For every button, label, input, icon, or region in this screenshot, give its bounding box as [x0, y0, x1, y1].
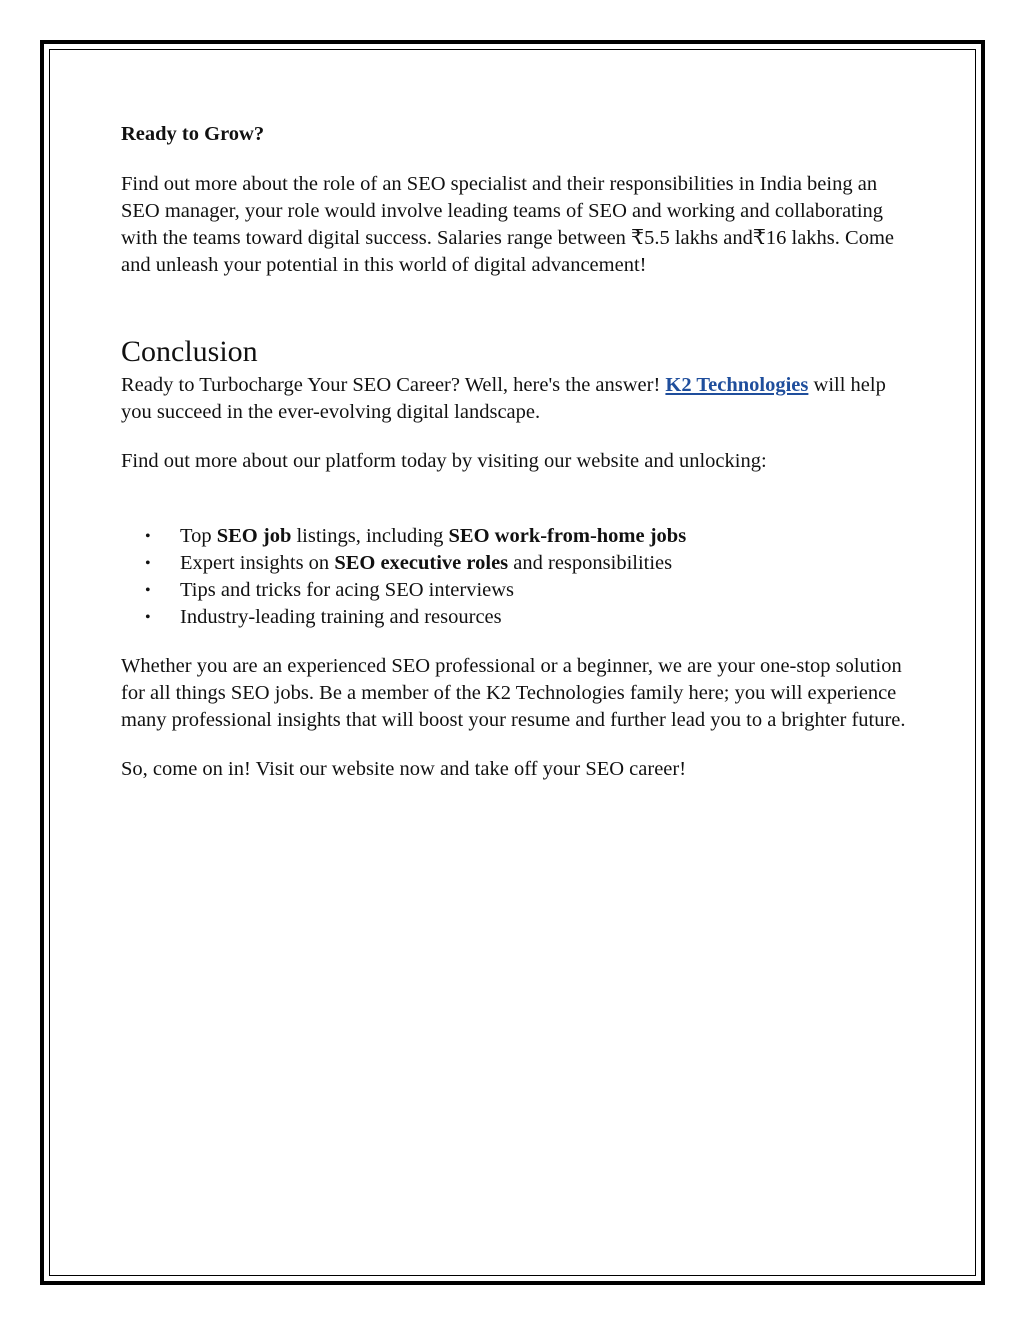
list-item: [121, 523, 911, 550]
conclusion-intro: [121, 372, 911, 426]
list-item: [121, 577, 911, 604]
list-item-text: Expert insights on: [180, 552, 335, 574]
final-paragraph: So, come on in! Visit our website now and take off your SEO career!: [121, 758, 687, 780]
list-item-bold: SEO work-from-home jobs: [448, 525, 687, 547]
list-item-text: Tips and tricks for acing SEO interviews: [180, 579, 515, 601]
ready-to-grow-paragraph: Find out more about the role of an SEO specialist and their responsibilities in India being an SEO manager, your role would involve leading teams of SEO and working and collaborating with the teams toward digital success. Salaries range between ₹5.5 lakhs and₹16 lakhs. Come and unleash your potential in this world of digital advancement!: [121, 173, 895, 276]
bullet-icon: •: [145, 609, 151, 626]
list-item-bold: SEO job: [216, 525, 292, 547]
bullet-icon: •: [145, 582, 151, 599]
benefits-list: [121, 523, 911, 631]
bullet-icon: •: [145, 555, 151, 572]
platform-paragraph: Find out more about our platform today by visiting our website and unlocking:: [121, 450, 767, 472]
intro-text-before-link: Ready to Turbocharge Your SEO Career? Well, here's the answer!: [121, 374, 666, 396]
subheading-ready-to-grow: Ready to Grow?: [121, 123, 265, 145]
bullet-icon: •: [145, 528, 151, 545]
conclusion-heading: Conclusion: [121, 335, 258, 368]
list-item-bold: SEO executive roles: [334, 552, 509, 574]
list-item-text: Industry-leading training and resources: [180, 606, 502, 628]
closing-paragraph: Whether you are an experienced SEO professional or a beginner, we are your one-stop solution for all things SEO jobs. Be a member of the K2 Technologies family here; you will experience many professional insights that will boost your resume and further lead you to a brighter future.: [121, 655, 906, 731]
intro-text-after-link: will help you succeed in the ever-evolving digital landscape.: [121, 374, 886, 423]
list-item: [121, 550, 911, 577]
document-body: [121, 121, 911, 805]
list-item-text: Top: [180, 525, 217, 547]
spacer: [121, 497, 911, 523]
list-item: [121, 604, 911, 631]
list-item-text: listings, including: [291, 525, 449, 547]
list-item-text: and responsibilities: [508, 552, 673, 574]
k2-technologies-link[interactable]: K2 Technologies: [665, 374, 809, 396]
